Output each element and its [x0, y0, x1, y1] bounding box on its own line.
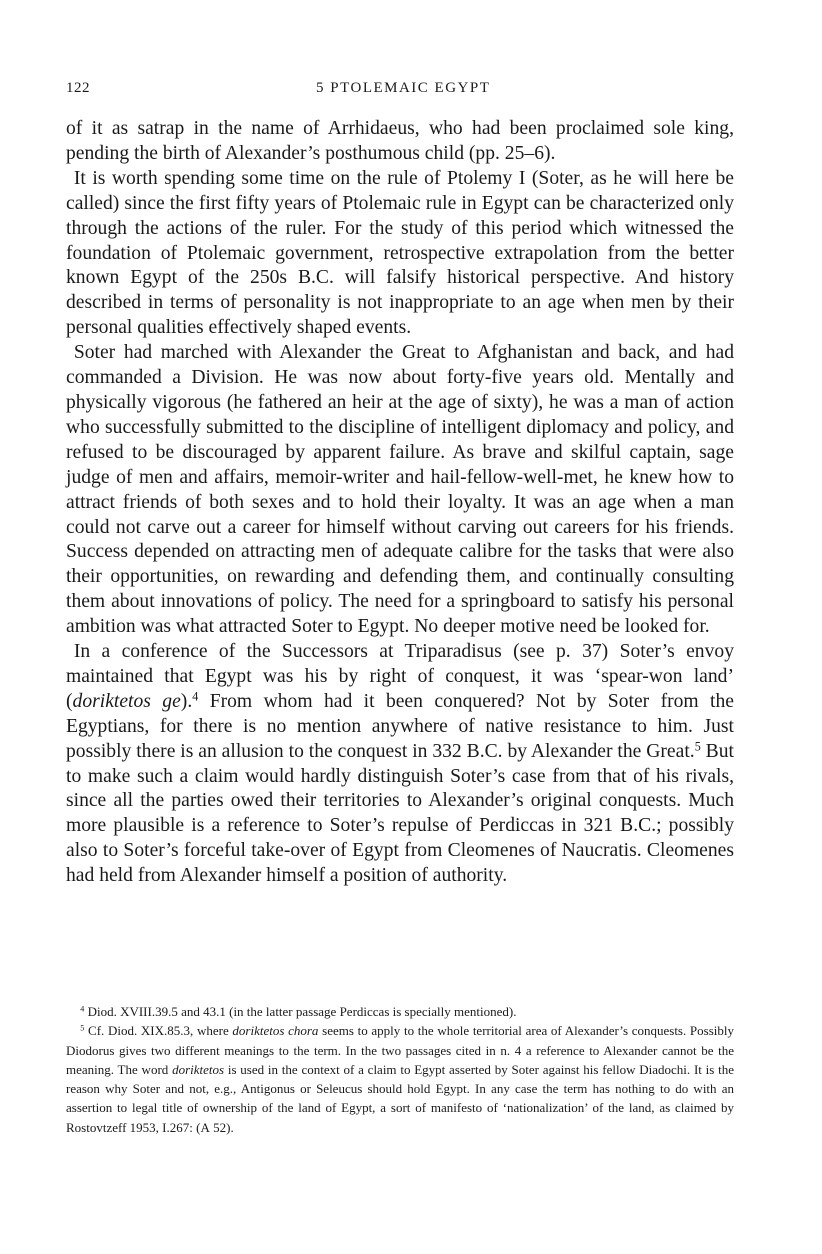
era-abbreviation: B.C. [466, 740, 503, 762]
footnote-text: Cf. Diod. [84, 1023, 141, 1039]
footnote-text: is used in the context of a claim to Egypt asserted by Soter against his fellow Diadochi. It is the reason why Soter and not, e.g., Antigonus or Seleucus should hold Egypt. In any case the term has nothing to do with an assertion to legal title of ownership of the land of Egypt, a sort of manifesto of ‘nationalization’ of the land, as claimed by Rostovtzeff 1953, [66, 1061, 734, 1135]
running-head [66, 80, 734, 104]
paragraph-text: will falsify historical perspective. And history described in terms of personality is not inappropriate to an age when men by their personal qualities effectively shaped events. [66, 267, 734, 339]
page-number: 122 [66, 80, 90, 96]
greek-term: doriktetos ge [72, 690, 181, 712]
footnote-5 [66, 1021, 734, 1137]
footnote-number: 4 [80, 1004, 85, 1014]
paragraph-text: But to make such a claim would hardly distinguish Soter’s case from that of his rivals, since all the parties owed their territories to Alexander’s original conquests. Much more plausible is a reference to Soter’s repulse of Perdiccas in 321 [66, 740, 734, 837]
paragraph-text: of it as satrap in the name of Arrhidaeus, who had been proclaimed sole king, pending the birth of Alexander’s posthumous child (pp. 25–6). [66, 118, 734, 164]
era-abbreviation: B.C. [620, 815, 657, 837]
cross-reference: A [200, 1119, 210, 1135]
book-reference: XVIII [120, 1004, 152, 1019]
chapter-title: 5 PTOLEMAIC EGYPT [316, 80, 491, 96]
footnote-number: 5 [80, 1023, 85, 1033]
greek-term: doriktetos [172, 1061, 225, 1077]
body-text [66, 117, 734, 889]
paragraph-text: by Alexander the Great. [502, 740, 695, 762]
paragraph-text: Soter had marched with Alexander the Great to Afghanistan and back, and had commanded a Division. He was now about forty-five years old. Mentally and physically vigorous (he fathered an heir at the age of sixty), he was a man of action who successfully submitted to the discipline of intelligent diplomacy and policy, and refused to be discouraged by apparent failure. As brave and skilful captain, sage judge of men and affairs, memoir-writer and hail-fellow-well-met, he knew how to attract friends of both sexes and to hold their loyalty. It was an age when a man could not carve out a career for himself without carving out careers for his friends. Success depended on attracting men of adequate calibre for the tasks that were also their opportunities, on rewarding and defending them, and continually consulting them about innovations of policy. The need for a springboard to satisfy his personal ambition was what attracted Soter to Egypt. No deeper motive need be looked for. [66, 342, 734, 638]
footnote-marker-4[interactable]: 4 [192, 689, 199, 704]
footnote-text: .39.5 and 43.1 (in the latter passage Perdiccas is specially mentioned). [151, 1004, 517, 1019]
footnote-text: .267: ( [166, 1119, 201, 1135]
era-abbreviation: B.C. [297, 267, 334, 289]
paragraph-text: It is worth spending some time on the rule of Ptolemy I (Soter, as he will here be called) since the first fifty years of Ptolemaic rule in Egypt can be characterized only through the actions of the ruler. For the study of this period which witnessed the foundation of Ptolemaic government, retrospective extrapolation from the better known Egypt of the 250s [66, 167, 734, 289]
footnote-text: .85.3, where [164, 1023, 233, 1039]
footnotes [66, 1002, 734, 1137]
footnote-text: 52). [209, 1119, 234, 1135]
paragraph-text: ; possibly also to Soter’s forceful take-over of Egypt from Cleomenes of Naucratis. Cleomenes had held from Alexander himself a position of authority. [66, 815, 735, 887]
paragraph-text: From whom had it been conquered? Not by Soter from the Egyptians, for there is no mention anywhere of native resistance to him. Just possibly there is an allusion to the conquest in 332 [66, 690, 734, 762]
paragraph-text: In a conference of the Successors at Triparadisus (see p. 37) Soter’s envoy maintained that Egypt was his by right of conquest, it was ‘spear-won land’ ( [66, 641, 734, 712]
volume-number: I [162, 1119, 167, 1135]
greek-term: doriktetos chora [232, 1023, 319, 1039]
footnote-marker-5[interactable]: 5 [694, 738, 701, 753]
paragraph-ptolemy-rule [66, 167, 734, 341]
footnote-4 [66, 1002, 734, 1021]
footnote-text: Diod. [84, 1004, 121, 1019]
paragraph-text: ). [180, 690, 193, 712]
paragraph-soter-character [66, 341, 734, 640]
paragraph-continued [66, 117, 734, 167]
book-reference: XIX [140, 1023, 165, 1039]
footnote-text: seems to apply to the whole territorial area of Alexander’s conquests. Possibly Diodorus gives two different meanings to the term. In the two passages cited in n. 4 a reference to Alexander cannot be the meaning. The word [66, 1023, 734, 1077]
paragraph-spear-won-land [66, 640, 734, 889]
